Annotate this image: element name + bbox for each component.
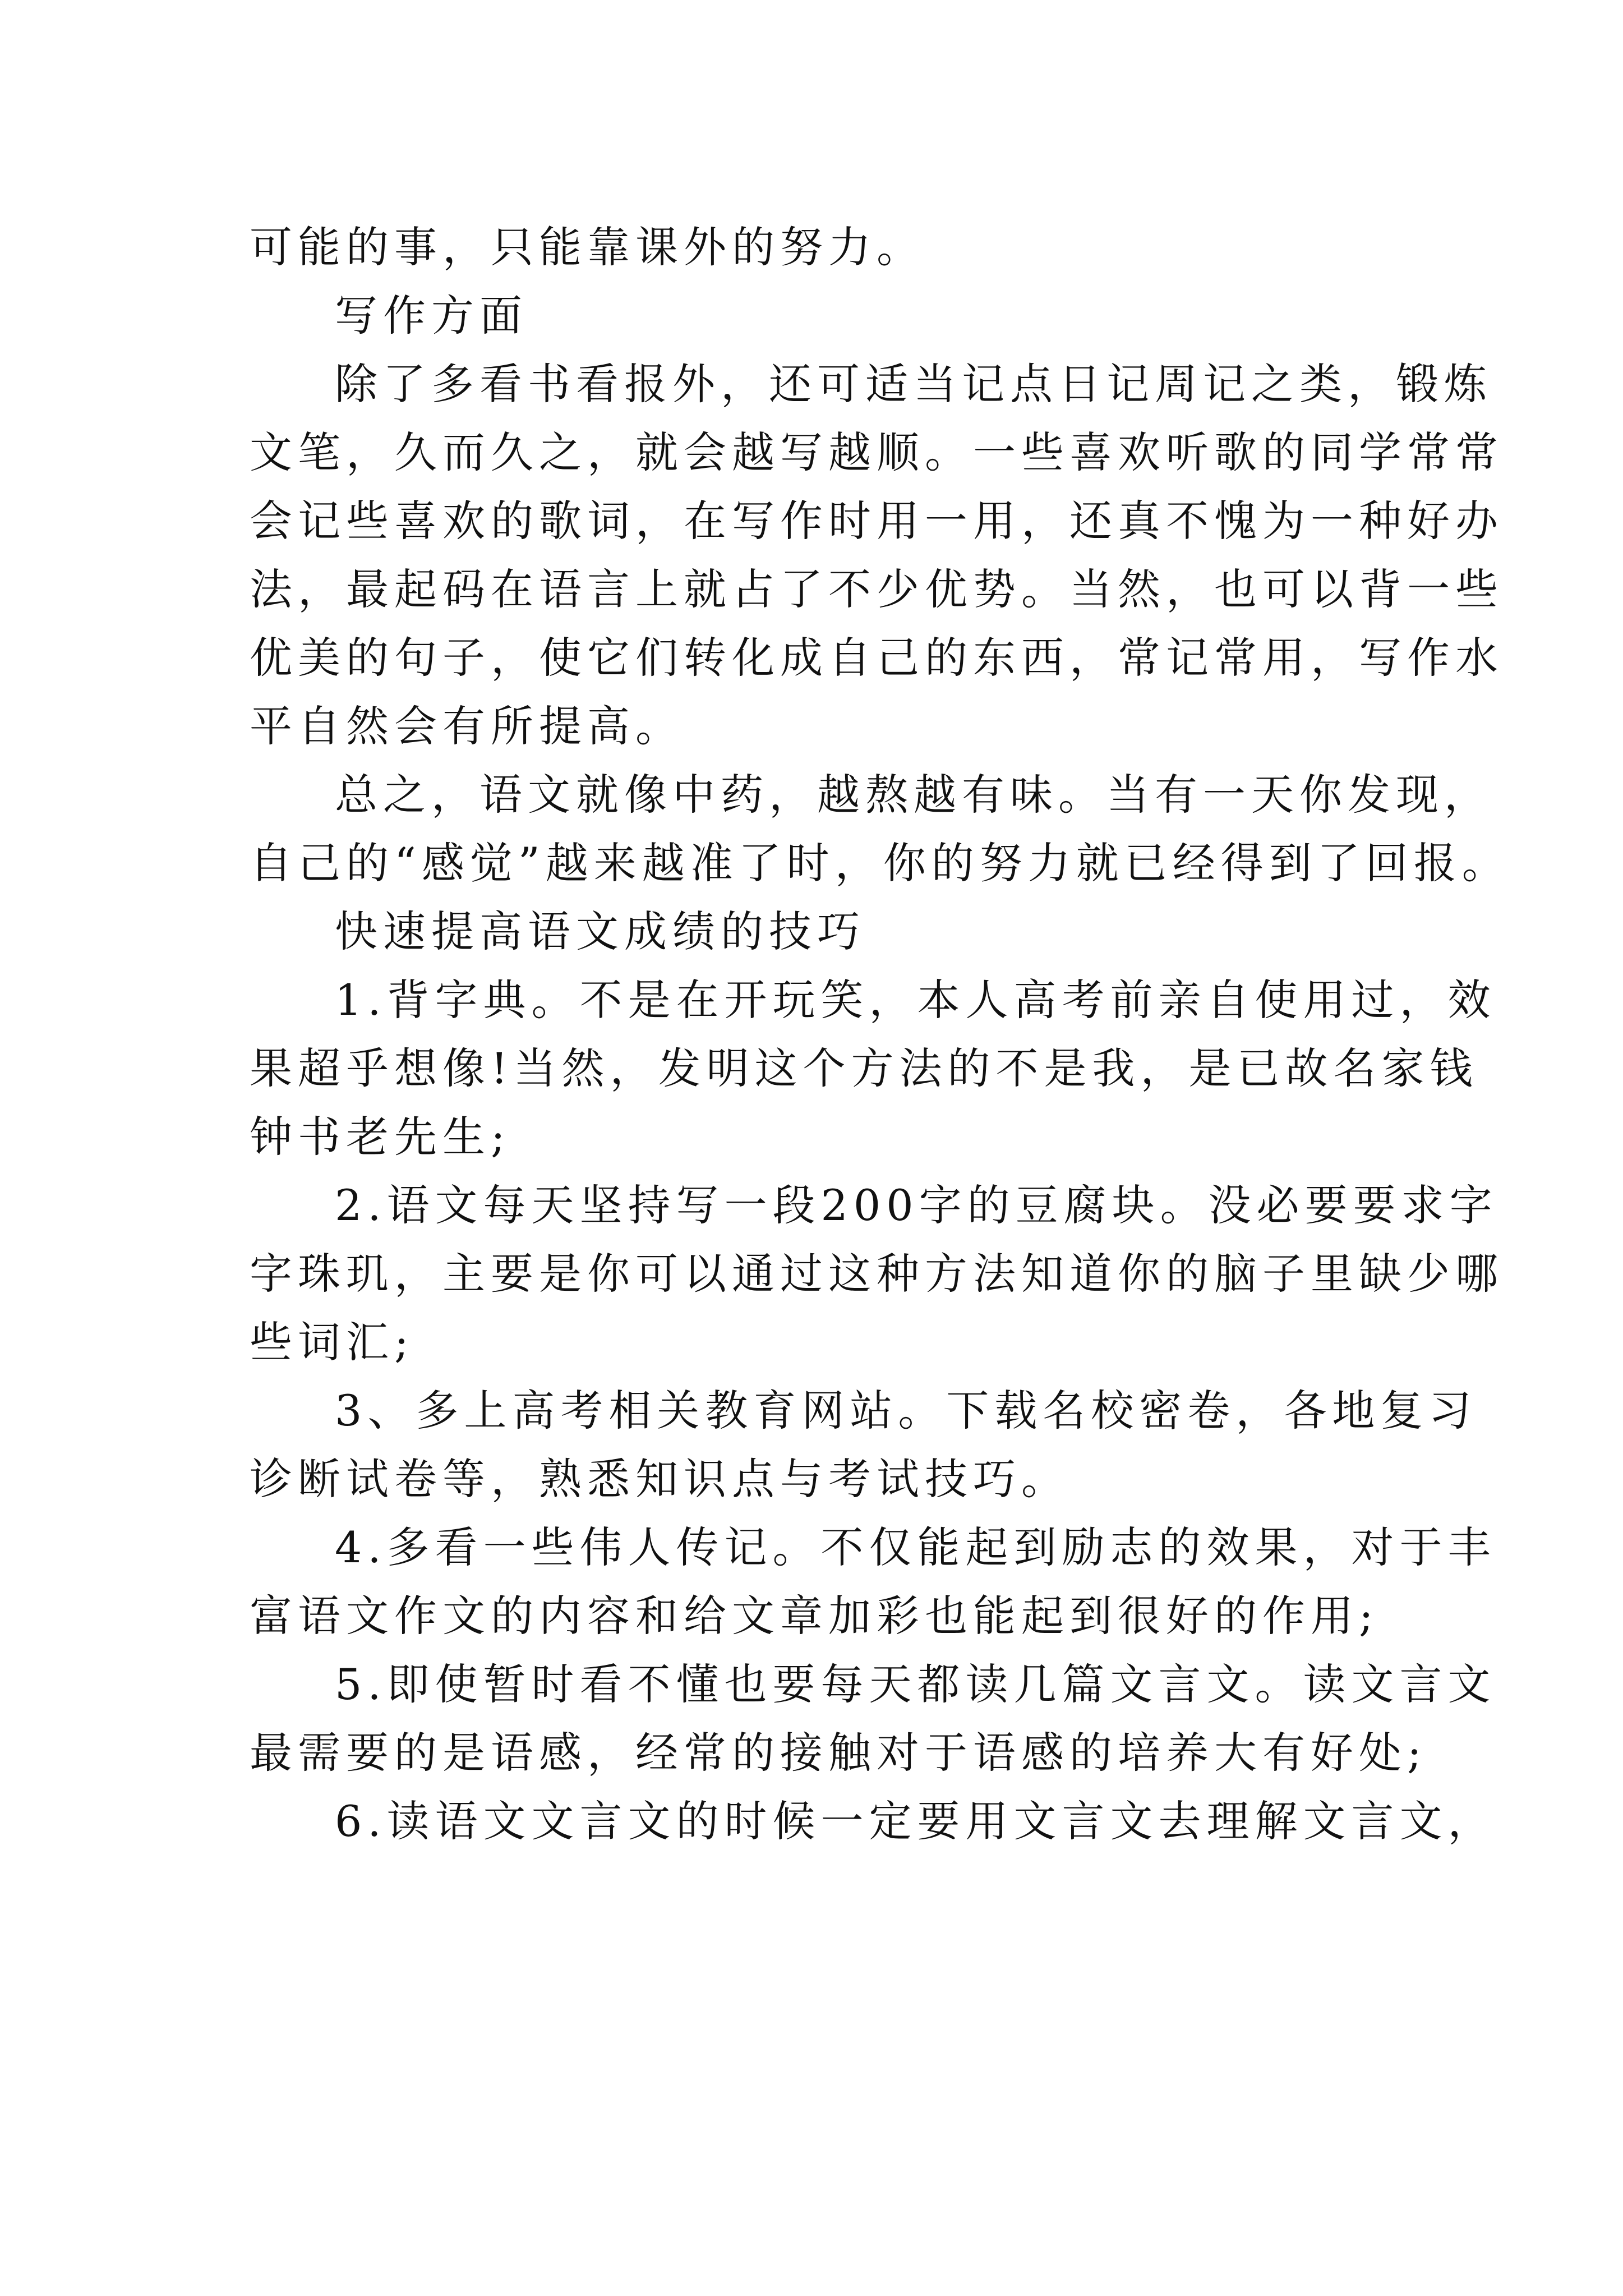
list-item-text: 4.多看一些伟人传记。不仅能起到励志的效果，对于丰 [335,1522,1496,1572]
text-line: 总之，语文就像中药，越熬越有味。当有一天你发现， [335,770,1492,820]
text-line: 些词汇; [250,1317,414,1367]
text-line: 优美的句子，使它们转化成自己的东西，常记常用，写作水 [250,633,1504,683]
text-line: 最需要的是语感，经常的接触对于语感的培养大有好处; [250,1728,1427,1778]
text-line: 富语文作文的内容和给文章加彩也能起到很好的作用; [250,1591,1379,1641]
text-line: 可能的事，只能靠课外的努力。 [250,222,925,272]
list-item-text: 5.即使暂时看不懂也要每天都读几篇文言文。读文言文 [335,1659,1496,1709]
text-line: 果超乎想像!当然，发明这个方法的不是我，是已故名家钱 [250,1043,1478,1093]
text-line: 字珠玑，主要是你可以通过这种方法知道你的脑子里缺少哪 [250,1249,1504,1299]
text-line: 平自然会有所提高。 [250,701,684,751]
section-heading: 快速提高语文成绩的技巧 [335,907,865,956]
section-heading: 写作方面 [335,291,528,341]
text-line: 法，最起码在语言上就占了不少优势。当然，也可以背一些 [250,564,1504,614]
text-line: 除了多看书看报外，还可适当记点日记周记之类，锻炼 [335,359,1492,409]
text-line: 自己的“感觉”越来越准了时，你的努力就已经得到了回报。 [250,838,1510,888]
list-item-text: 3、多上高考相关教育网站。下载名校密卷，各地复习 [335,1386,1477,1435]
list-item-text: 6.读语文文言文的时候一定要用文言文去理解文言文， [335,1796,1496,1846]
document-body [250,213,1510,1856]
text-line: 钟书老先生; [250,1112,511,1162]
text-line: 文笔，久而久之，就会越写越顺。一些喜欢听歌的同学常常 [250,427,1504,477]
list-item-text: 2.语文每天坚持写一段200字的豆腐块。没必要要求字 [335,1180,1498,1230]
text-line: 诊断试卷等，熟悉知识点与考试技巧。 [250,1454,1069,1504]
text-line: 会记些喜欢的歌词，在写作时用一用，还真不愧为一种好办 [250,496,1504,546]
list-item-text: 1.背字典。不是在开玩笑，本人高考前亲自使用过，效 [335,975,1496,1025]
